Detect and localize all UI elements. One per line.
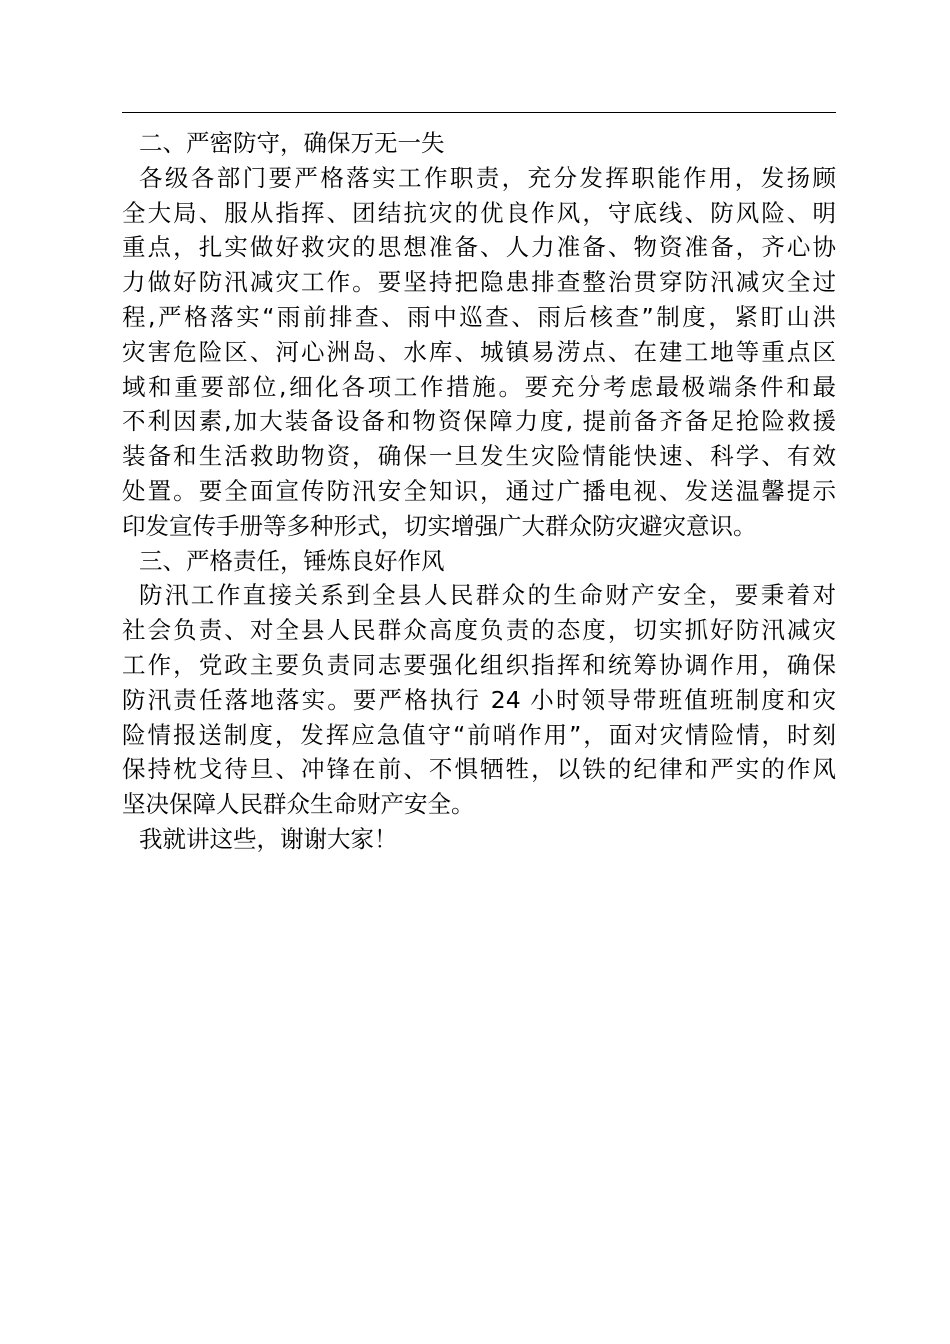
closing-line: 我就讲这些，谢谢大家！: [139, 824, 398, 853]
header-rule: [122, 112, 836, 113]
document-body: [122, 126, 836, 857]
paragraph-line: 装备和生活救助物资，确保一旦发生灾险情能快速、科学、有效: [122, 442, 836, 471]
paragraph-line: 工作，党政主要负责同志要强化组织指挥和统筹协调作用，确保: [122, 650, 836, 679]
paragraph-line: 处置。要全面宣传防汛安全知识，通过广播电视、发送温馨提示: [122, 476, 836, 505]
paragraph-line: 保持枕戈待旦、冲锋在前、不惧牺牲，以铁的纪律和严实的作风: [122, 755, 836, 784]
paragraph-line: 坚决保障人民群众生命财产安全。: [122, 790, 475, 819]
paragraph-line: 防汛责任落地落实。要严格执行 24 小时领导带班值班制度和灾: [122, 685, 836, 714]
paragraph-line: 各级各部门要严格落实工作职责，充分发挥职能作用，发扬顾: [139, 163, 836, 192]
paragraph-line: 社会负责、对全县人民群众高度负责的态度，切实抓好防汛减灾: [122, 616, 836, 645]
paragraph-line: 灾害危险区、河心洲岛、水库、城镇易涝点、在建工地等重点区: [122, 337, 836, 366]
section-heading: 二、严密防守，确保万无一失: [139, 129, 445, 157]
paragraph-line: 程,严格落实“雨前排查、雨中巡查、雨后核查”制度，紧盯山洪: [122, 302, 836, 331]
paragraph-line: 域和重要部位,细化各项工作措施。要充分考虑最极端条件和最: [122, 372, 836, 401]
paragraph-line: 印发宣传手册等多种形式，切实增强广大群众防灾避灾意识。: [122, 511, 757, 540]
paragraph-line: 全大局、服从指挥、团结抗灾的优良作风，守底线、防风险、明: [122, 198, 836, 227]
paragraph-line: 力做好防汛减灾工作。要坚持把隐患排查整治贯穿防汛减灾全过: [122, 268, 836, 297]
paragraph-line: 险情报送制度，发挥应急值守“前哨作用”，面对灾情险情，时刻: [122, 720, 836, 749]
paragraph-line: 防汛工作直接关系到全县人民群众的生命财产安全，要秉着对: [139, 581, 836, 610]
section-heading: 三、严格责任，锤炼良好作风: [139, 546, 445, 575]
paragraph-line: 重点，扎实做好救灾的思想准备、人力准备、物资准备，齐心协: [122, 233, 836, 262]
paragraph-line: 不利因素,加大装备设备和物资保障力度, 提前备齐备足抢险救援: [122, 407, 836, 436]
